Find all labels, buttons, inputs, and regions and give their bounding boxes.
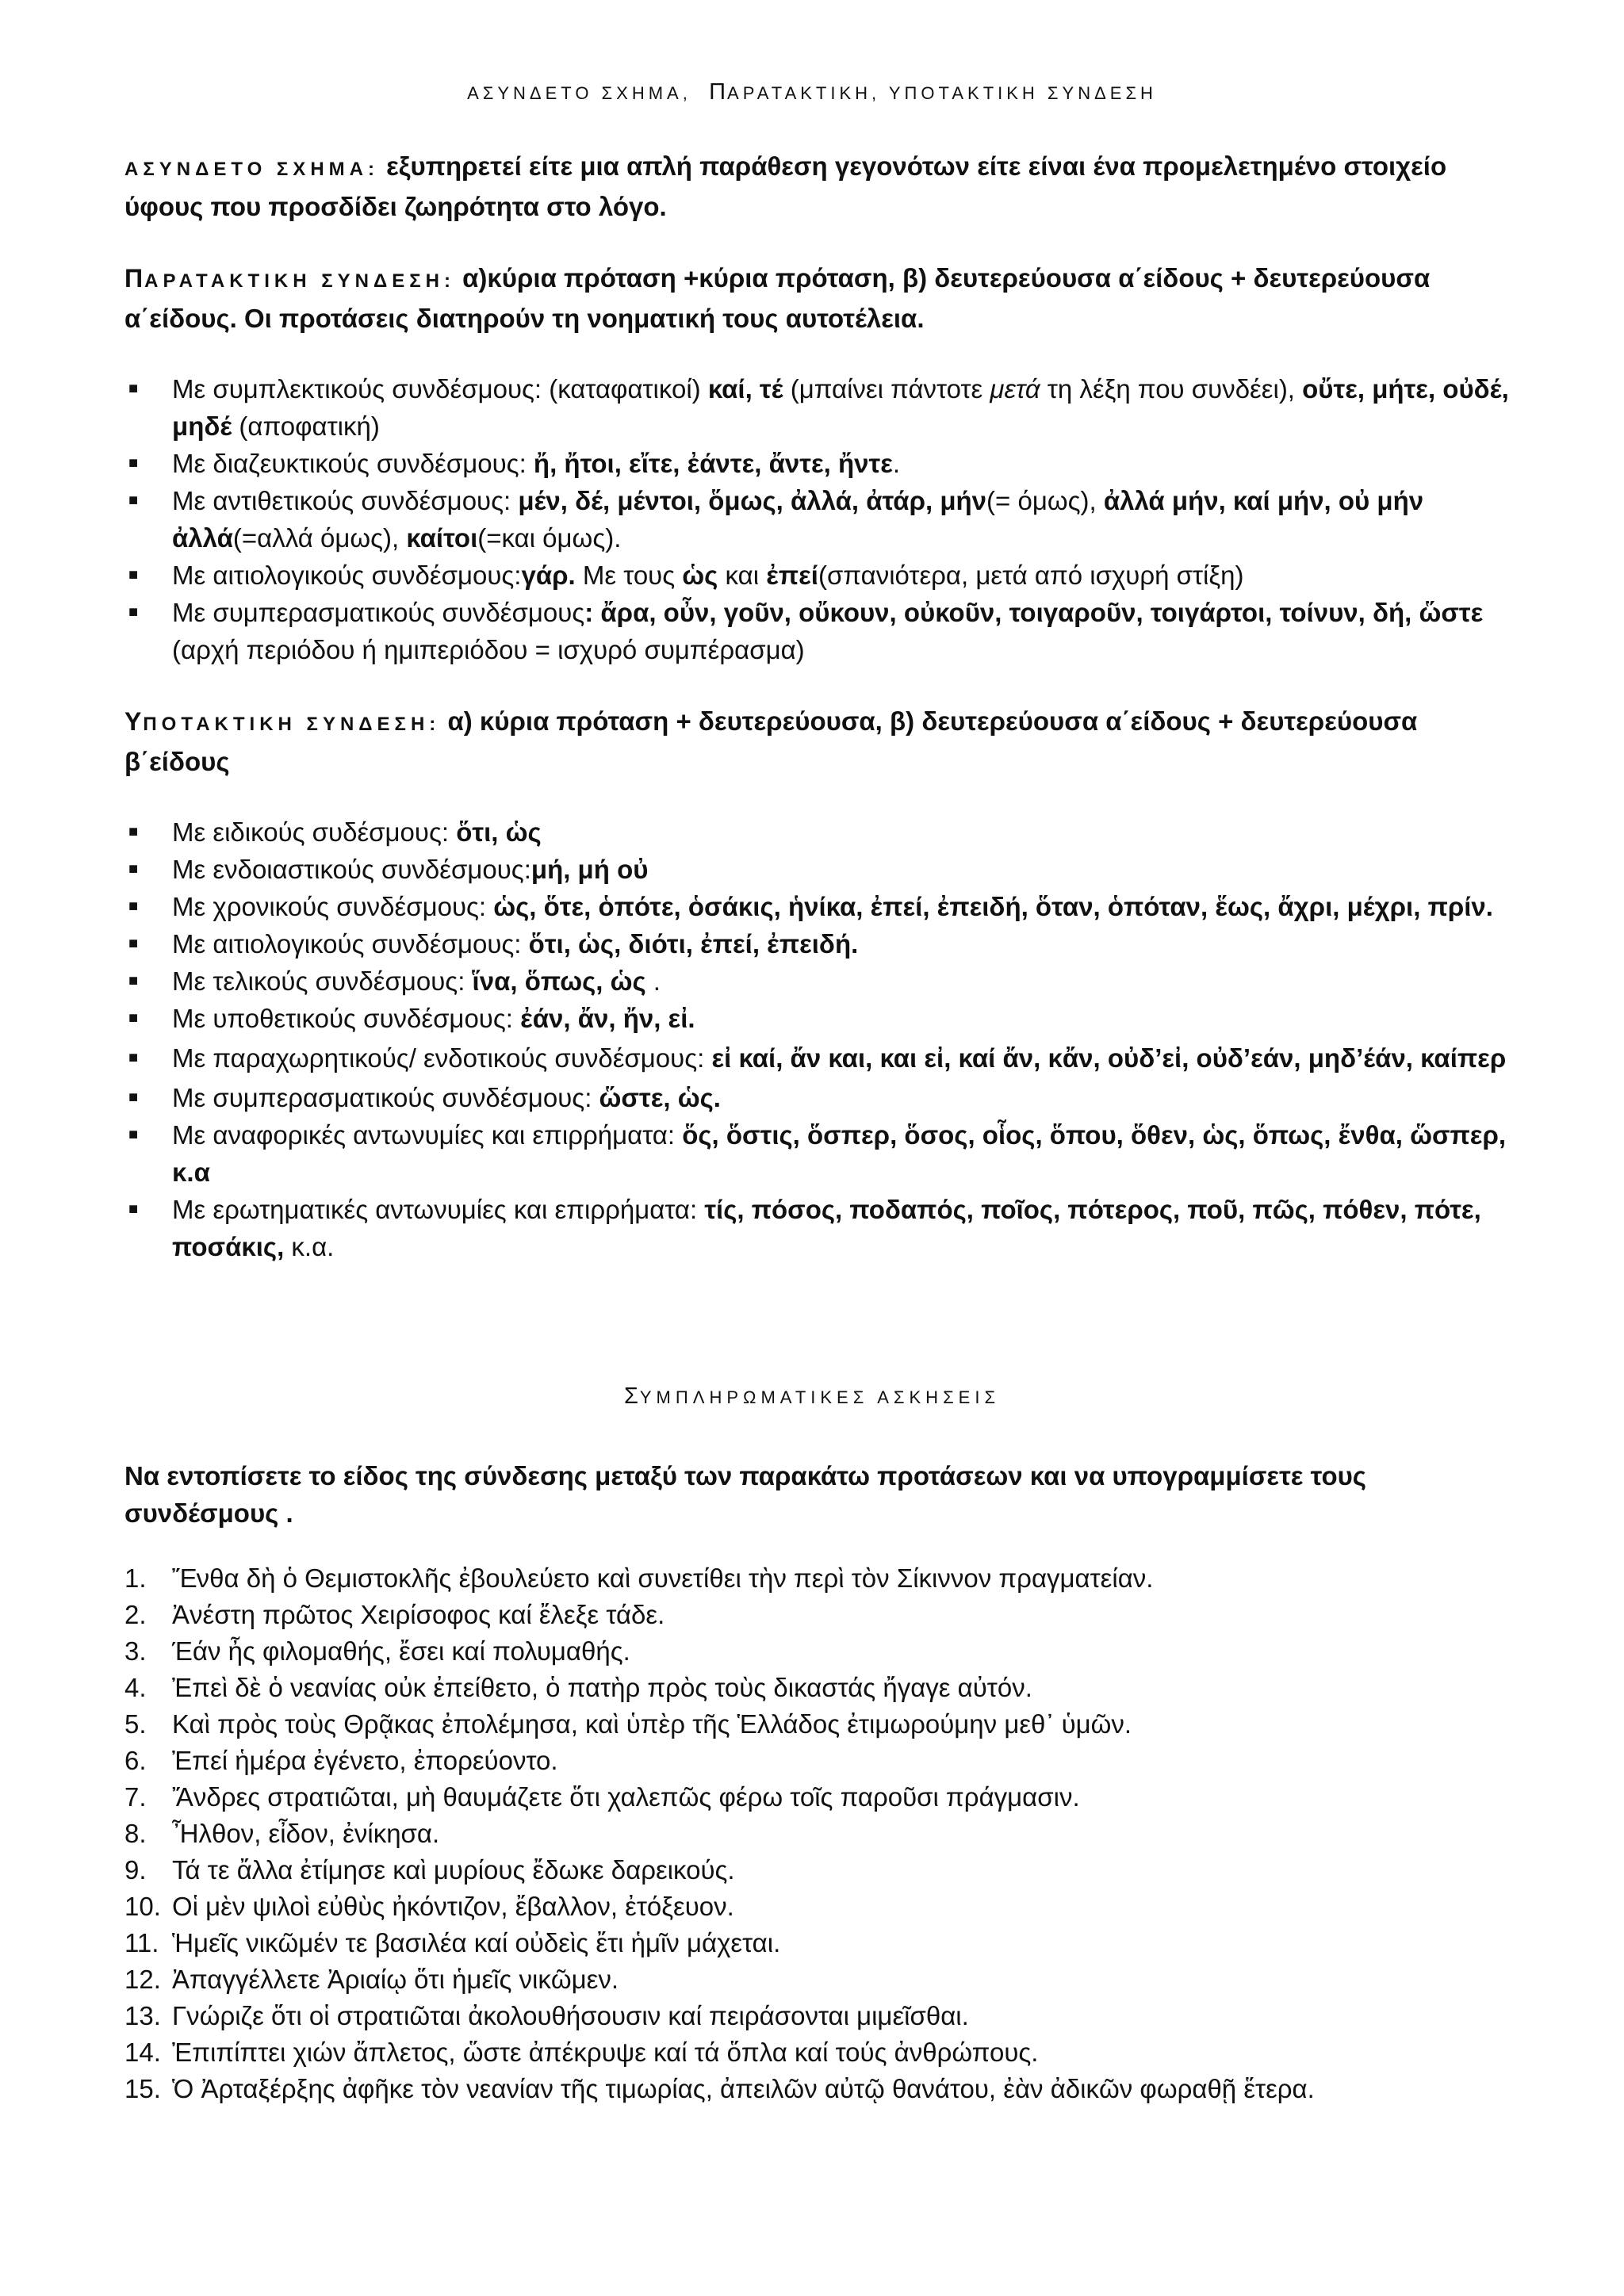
- bullet-icon: ■: [128, 492, 139, 509]
- list-item: ■ Με διαζευκτικούς συνδέσμους: ἤ, ἤτοι, εἴτε, ἐάντε, ἄντε, ἤντε.: [124, 445, 1520, 482]
- title-part-b: ΑΡΑΤΑΚΤΙΚΗ, ΥΠΟΤΑΚΤΙΚΗ ΣΥΝΔΕΣΗ: [727, 83, 1157, 103]
- exercise-item: 11. Ἡμεῖς νικῶμέν τε βασιλέα καί οὐδεὶς ἔτι ἡμῖν μάχεται.: [124, 1928, 781, 1957]
- list-item: ■ Με αιτιολογικούς συνδέσμους:γάρ. Με τους ὡς και ἐπεί(σπανιότερα, μετά από ισχυρή στίξη): [124, 557, 1520, 594]
- asyndeto-label: ΑΣΥΝΔΕΤΟ ΣΧΗΜΑ:: [124, 159, 379, 180]
- parataktiki-paragraph: [124, 259, 1488, 337]
- exercise-item: 4. Ἐπεὶ δὲ ὁ νεανίας οὐκ ἐπείθετο, ὁ πατὴρ πρὸς τοὺς δικαστάς ἤγαγε αὐτόν.: [124, 1673, 1032, 1702]
- title-part-a-initial: Α: [467, 83, 483, 103]
- list-item: ■ Με υποθετικούς συνδέσμους: ἐάν, ἄν, ἤν, εἰ.: [124, 1000, 1520, 1037]
- list-item: ■ Με παραχωρητικούς/ ενδοτικούς συνδέσμους: εἰ καί, ἄν και, και εἰ, καί ἄν, κἄν, οὐδ’εἰ, οὐδ’εάν, μηδ’έάν, καίπερ: [124, 1037, 1520, 1079]
- bullet-icon: ■: [128, 935, 139, 952]
- exercise-item: 10. Οἱ μὲν ψιλοὶ εὐθὺς ἠκόντιζον, ἔβαλλον, ἐτόξευον.: [124, 1892, 734, 1921]
- title-part-b-initial: Π: [709, 79, 728, 105]
- title-part-a: ΣΥΝΔΕΤΟ ΣΧΗΜΑ,: [482, 83, 691, 103]
- bullet-icon: ■: [128, 1009, 139, 1027]
- parataktiki-text: α)κύρια πρόταση +κύρια πρόταση, β) δευτερεύουσα α΄είδους + δευτερεύουσα α΄είδους. Οι προτάσεις διατηρούν τη νοηματική τους αυτοτέλεια.: [124, 263, 1431, 333]
- bullet-icon: ■: [128, 566, 139, 584]
- bullet-icon: ■: [128, 1200, 139, 1218]
- bullet-icon: ■: [128, 380, 139, 397]
- parataktiki-list: [124, 370, 1520, 668]
- list-item: ■ Με ερωτηματικές αντωνυμίες και επιρρήματα: τίς, πόσος, ποδαπός, ποῖος, πότερος, ποῦ, πῶς, πόθεν, πότε, ποσάκις, κ.α.: [124, 1191, 1520, 1265]
- exercises-instruction: Να εντοπίσετε το είδος της σύνδεσης μεταξύ των παρακάτω προτάσεων και να υπογραμμίσετε τους συνδέσμους .: [124, 1461, 1366, 1528]
- parataktiki-label: ΠΑΡΑΤΑΚΤΙΚΗ ΣΥΝΔΕΣΗ:: [124, 264, 455, 293]
- bullet-icon: ■: [128, 1049, 139, 1066]
- bullet-icon: ■: [128, 897, 139, 915]
- ypotaktiki-label: ΥΠΟΤΑΚΤΙΚΗ ΣΥΝΔΕΣΗ:: [124, 707, 441, 736]
- exercise-item: 3. Έάν ἦς φιλομαθής, ἔσει καί πολυμαθής.: [124, 1636, 630, 1666]
- bullet-icon: ■: [128, 1126, 139, 1143]
- exercise-item: 9. Τά τε ἄλλα ἐτίμησε καὶ μυρίους ἔδωκε δαρεικούς.: [124, 1855, 735, 1885]
- exercise-item: 14. Ἐπιπίπτει χιών ἄπλετος, ὥστε ἀπέκρυψε καί τά ὅπλα καί τούς ἀνθρώπους.: [124, 2038, 1039, 2067]
- exercises-title: ΣΥΜΠΛΗΡΩΜΑΤΙΚΕΣ ΑΣΚΗΣΕΙΣ: [623, 1383, 1001, 1409]
- list-item: ■ Με αντιθετικούς συνδέσμους: μέν, δέ, μέντοι, ὅμως, ἀλλά, ἀτάρ, μήν(= όμως), ἀλλά μήν, καί μήν, οὐ μήν ἀλλά(=αλλά όμως), καίτοι(=και όμως).: [124, 482, 1520, 557]
- list-item: ■ Με συμπερασματικούς συνδέσμους: ἄρα, οὖν, γοῦν, οὔκουν, οὐκοῦν, τοιγαροῦν, τοιγάρτοι, τοίνυν, δή, ὥστε (αρχή περιόδου ή ημιπεριόδου = ισχυρό συμπέρασμα): [124, 594, 1520, 668]
- exercise-item: 12. Ἀπαγγέλλετε Ἀριαίῳ ὅτι ἡμεῖς νικῶμεν.: [124, 1965, 619, 1994]
- bullet-icon: ■: [128, 603, 139, 621]
- list-item: ■ Με αιτιολογικούς συνδέσμους: ὅτι, ὡς, διότι, ἐπεί, ἐπειδή.: [124, 925, 1520, 962]
- asyndeto-paragraph: [124, 147, 1488, 225]
- exercise-item: 1. Ἔνθα δὴ ὁ Θεμιστοκλῆς ἐβουλεύετο καὶ συνετίθει τὴν περὶ τὸν Σίκιννον πραγματείαν.: [124, 1563, 1154, 1593]
- list-item: ■ Με χρονικούς συνδέσμους: ὡς, ὅτε, ὁπότε, ὁσάκις, ἡνίκα, ἐπεί, ἐπειδή, ὅταν, ὁπόταν, ἕως, ἄχρι, μέχρι, πρίν.: [124, 888, 1520, 925]
- exercise-item: 2. Ἀνέστη πρῶτος Χειρίσοφος καί ἔλεξε τάδε.: [124, 1600, 665, 1629]
- list-item: ■ Με ειδικούς συδέσμους: ὅτι, ὡς: [124, 813, 1520, 851]
- exercise-item: 13. Γνώριζε ὅτι οἱ στρατιῶται ἀκολουθήσουσιν καί πειράσονται μιμεῖσθαι.: [124, 2001, 969, 2030]
- ypotaktiki-paragraph: [124, 702, 1488, 780]
- document-title: [0, 76, 1624, 109]
- bullet-icon: ■: [128, 860, 139, 878]
- exercise-item: 8. Ἦλθον, εἶδον, ἐνίκησα.: [124, 1819, 440, 1848]
- list-item: ■ Με τελικούς συνδέσμους: ἵνα, ὅπως, ὡς .: [124, 962, 1520, 1000]
- bullet-icon: ■: [128, 823, 139, 840]
- bullet-icon: ■: [128, 972, 139, 989]
- bullet-icon: ■: [128, 1089, 139, 1106]
- list-item: ■ Με αναφορικές αντωνυμίες και επιρρήματα: ὅς, ὅστις, ὅσπερ, ὅσος, οἷος, ὅπου, ὅθεν, ὡς, ὅπως, ἔνθα, ὥσπερ, κ.α: [124, 1116, 1520, 1191]
- asyndeto-text: εξυπηρετεί είτε μια απλή παράθεση γεγονότων είτε είναι ένα προμελετημένο στοιχείο ύφους που προσδίδει ζωηρότητα στο λόγο.: [124, 151, 1447, 221]
- exercise-item: 7. Ἄνδρες στρατιῶται, μὴ θαυμάζετε ὅτι χαλεπῶς φέρω τοῖς παροῦσι πράγμασιν.: [124, 1782, 1080, 1812]
- ypotaktiki-text: α) κύρια πρόταση + δευτερεύουσα, β) δευτερεύουσα α΄είδους + δευτερεύουσα β΄είδους: [124, 706, 1418, 776]
- list-item: ■ Με συμπλεκτικούς συνδέσμους: (καταφατικοί) καί, τέ (μπαίνει πάντοτε μετά τη λέξη που συνδέει), οὔτε, μήτε, οὐδέ, μηδέ (αποφατική): [124, 370, 1520, 445]
- list-item: ■ Με ενδοιαστικούς συνδέσμους:μή, μή οὐ: [124, 851, 1520, 888]
- ypotaktiki-list: [124, 813, 1520, 1265]
- exercise-item: 15. Ὁ Ἀρταξέρξης ἀφῆκε τὸν νεανίαν τῆς τιμωρίας, ἀπειλῶν αὐτῷ θανάτου, ἐὰν ἀδικῶν φωραθῇ ἕτερα.: [124, 2074, 1315, 2103]
- exercise-item: 6. Ἐπεί ἡμέρα ἐγένετο, ἐπορεύοντο.: [124, 1746, 558, 1775]
- list-item: ■ Με συμπερασματικούς συνδέσμους: ὥστε, ὡς.: [124, 1079, 1520, 1116]
- bullet-icon: ■: [128, 454, 139, 472]
- exercise-item: 5. Καὶ πρὸς τοὺς Θρᾷκας ἐπολέμησα, καὶ ὑπὲρ τῆς Ἑλλάδος ἐτιμωρούμην μεθ᾿ ὑμῶν.: [124, 1709, 1132, 1739]
- exercise-list: [124, 1560, 1520, 2107]
